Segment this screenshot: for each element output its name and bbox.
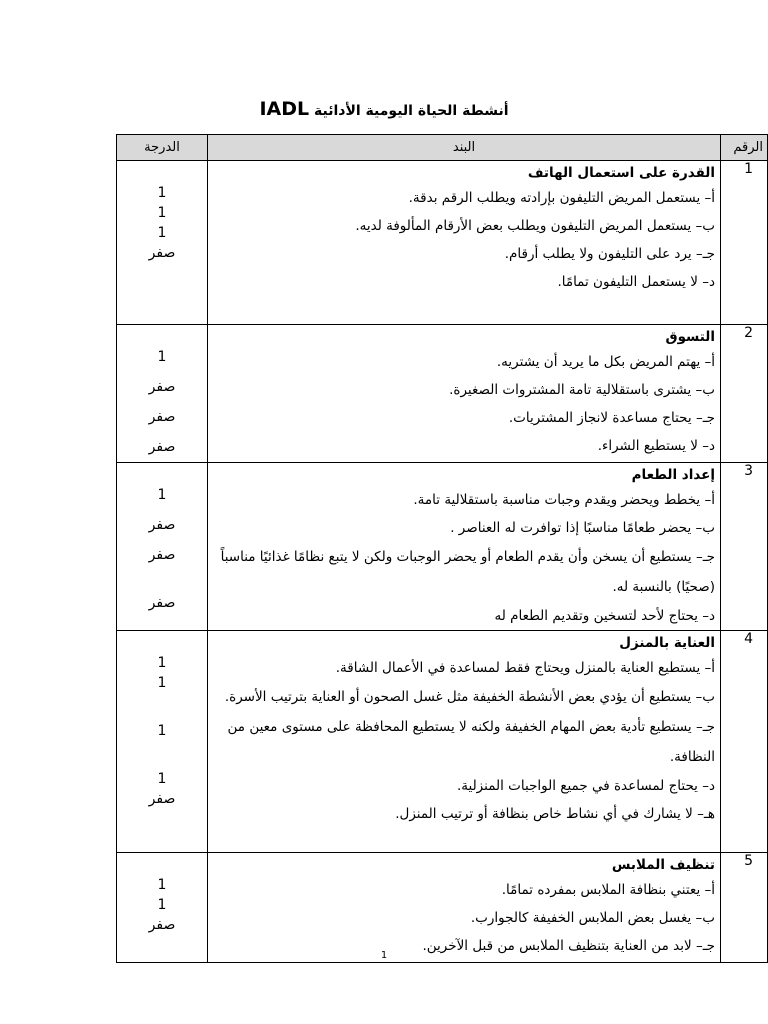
item-option: ب– يستطيع أن يؤدي بعض الأنشطة الخفيفة مثل غسل الصحون أو العناية بترتيب الأسرة. <box>224 689 715 705</box>
row-number: 3 <box>721 463 768 631</box>
item-option: ب– يستعمل المريض التليفون ويطلب بعض الأرقام المألوفة لديه. <box>355 218 715 234</box>
item-option: د– لا يستعمل التليفون تمامًا. <box>557 274 715 290</box>
row-number: 4 <box>721 631 768 853</box>
score-value: 1 <box>157 487 167 503</box>
page-number: 1 <box>380 950 388 961</box>
score-value: صفر <box>148 595 176 611</box>
score-value: 1 <box>157 771 167 787</box>
header-score: الدرجة <box>117 135 208 161</box>
item-option: جـ– يحتاج مساعدة لانجاز المشتريات. <box>508 410 715 426</box>
row-scores <box>117 631 208 853</box>
title-abbreviation: IADL <box>259 98 310 120</box>
score-value: 1 <box>157 349 167 365</box>
score-value: 1 <box>157 897 167 913</box>
row-item <box>208 161 721 325</box>
table-row <box>117 325 768 463</box>
item-heading: تنظيف الملابس <box>611 857 715 873</box>
item-option: جـ– لابد من العناية بتنظيف الملابس من قبل الآخرين. <box>422 938 715 954</box>
row-scores <box>117 161 208 325</box>
table-row <box>117 853 768 963</box>
item-option: أ– يهتم المريض بكل ما يريد أن يشتريه. <box>496 354 715 370</box>
item-option: د– لا يستطيع الشراء. <box>597 438 715 454</box>
score-value: صفر <box>148 439 176 455</box>
score-value: 1 <box>157 877 167 893</box>
item-option: أ– يستعمل المريض التليفون بإرادته ويطلب الرقم بدقة. <box>408 190 715 206</box>
row-number: 5 <box>721 853 768 963</box>
table-row <box>117 161 768 325</box>
item-option: أ– يخطط ويحضر ويقدم وجبات مناسبة باستقلالية تامة. <box>413 492 715 508</box>
item-heading: العناية بالمنزل <box>619 635 715 651</box>
page-title <box>0 98 768 120</box>
header-item: البند <box>208 135 721 161</box>
header-number: الرقم <box>721 135 768 161</box>
table-row <box>117 463 768 631</box>
score-value: 1 <box>157 185 167 201</box>
item-option: ب– يحضر طعامًا مناسبًا إذا توافرت له العناصر . <box>450 520 715 536</box>
row-scores <box>117 325 208 463</box>
score-value: 1 <box>157 655 167 671</box>
score-value: 1 <box>157 225 167 241</box>
item-heading: إعداد الطعام <box>631 467 715 483</box>
item-option: جـ– يستطيع أن يسخن وأن يقدم الطعام أو يحضر الوجبات ولكن لا يتبع نظامًا غذائيًا مناسباً (صحيًا) بالنسبة له. <box>220 549 715 595</box>
score-value: 1 <box>157 723 167 739</box>
row-scores <box>117 463 208 631</box>
score-value: صفر <box>148 379 176 395</box>
item-option: أ– يعتني بنظافة الملابس بمفرده تمامًا. <box>501 882 715 898</box>
item-option: د– يحتاج لمساعدة في جميع الواجبات المنزلية. <box>456 778 715 794</box>
item-option: ب– يشترى باستقلالية تامة المشتروات الصغيرة. <box>449 382 715 398</box>
score-value: صفر <box>148 547 176 563</box>
item-heading: التسوق <box>665 329 715 345</box>
score-value: صفر <box>148 517 176 533</box>
item-heading: القدرة على استعمال الهاتف <box>527 165 715 181</box>
score-value: صفر <box>148 917 176 933</box>
item-option: د– يحتاج لأحد لتسخين وتقديم الطعام له <box>494 608 715 624</box>
item-option: هـ– لا يشارك في أي نشاط خاص بنظافة أو ترتيب المنزل. <box>395 806 715 822</box>
row-item <box>208 463 721 631</box>
row-item <box>208 853 721 963</box>
iadl-table <box>116 134 768 963</box>
item-option: أ– يستطيع العناية بالمنزل ويحتاج فقط لمساعدة في الأعمال الشاقة. <box>335 660 715 676</box>
row-number: 2 <box>721 325 768 463</box>
item-option: ب– يغسل بعض الملابس الخفيفة كالجوارب. <box>470 910 715 926</box>
table-row <box>117 631 768 853</box>
row-number: 1 <box>721 161 768 325</box>
table-header-row <box>117 135 768 161</box>
item-option: جـ– يرد على التليفون ولا يطلب أرقام. <box>504 246 715 262</box>
item-option: جـ– يستطيع تأدية بعض المهام الخفيفة ولكنه لا يستطيع المحافظة على مستوى معين من النظافة. <box>227 719 715 765</box>
score-value: صفر <box>148 245 176 261</box>
row-scores <box>117 853 208 963</box>
score-value: 1 <box>157 205 167 221</box>
score-value: صفر <box>148 791 176 807</box>
title-text: أنشطة الحياة اليومية الأدائية <box>314 103 509 119</box>
score-value: صفر <box>148 409 176 425</box>
row-item <box>208 325 721 463</box>
row-item <box>208 631 721 853</box>
score-value: 1 <box>157 675 167 691</box>
